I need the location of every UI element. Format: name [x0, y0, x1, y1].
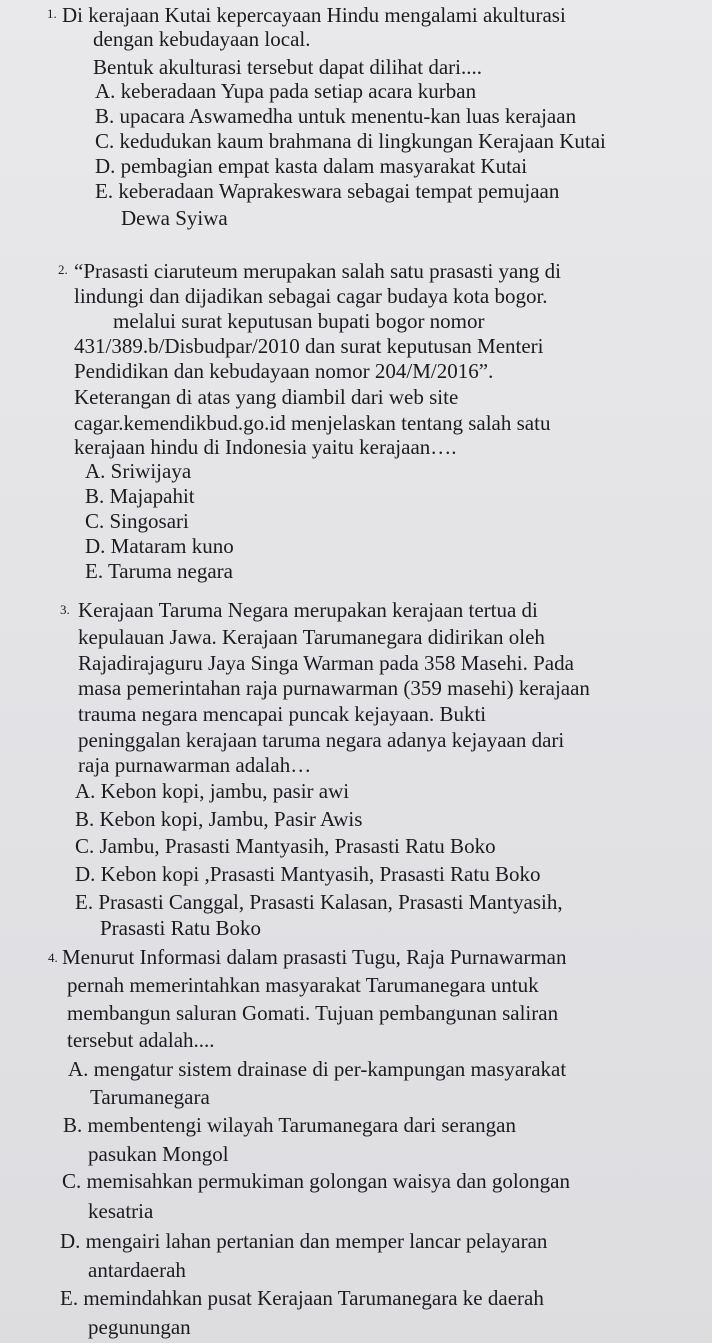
option-a: A. Kebon kopi, jambu, pasir awi: [75, 779, 350, 803]
question-prompt: raja purnawarman adalah…: [78, 753, 312, 777]
option-c: C. memisahkan permukiman golongan waisya dan golongan: [62, 1169, 570, 1193]
question-text-line: membangun saluran Gomati. Tujuan pembangunan saliran: [67, 1001, 559, 1025]
question-text-line: lindungi dan dijadikan sebagai cagar budaya kota bogor.: [74, 284, 548, 308]
option-b: B. Majapahit: [85, 484, 195, 508]
question-prompt: tersebut adalah....: [67, 1028, 215, 1052]
question-text-line: Di kerajaan Kutai kepercayaan Hindu mengalami akulturasi: [62, 3, 566, 27]
option-e-continued: pegunungan: [88, 1315, 191, 1339]
option-c: C. Singosari: [85, 509, 189, 533]
question-text-line: Rajadirajaguru Jaya Singa Warman pada 358 Masehi. Pada: [78, 651, 574, 675]
question-text-line: dengan kebudayaan local.: [93, 27, 311, 51]
option-b: B. upacara Aswamedha untuk menentu-kan luas kerajaan: [95, 104, 577, 128]
option-a-continued: Tarumanegara: [90, 1085, 210, 1109]
option-e-continued: Dewa Syiwa: [121, 206, 228, 230]
question-number: 4.: [48, 950, 58, 965]
question-text-line: Kerajaan Taruma Negara merupakan kerajaan tertua di: [78, 598, 538, 622]
question-prompt: Bentuk akulturasi tersebut dapat dilihat dari....: [93, 55, 482, 79]
option-b: B. Kebon kopi, Jambu, Pasir Awis: [75, 807, 363, 831]
option-c: C. kedudukan kaum brahmana di lingkungan Kerajaan Kutai: [95, 129, 606, 153]
option-e-continued: Prasasti Ratu Boko: [100, 916, 261, 940]
option-d: D. Kebon kopi ,Prasasti Mantyasih, Prasasti Ratu Boko: [75, 862, 541, 886]
option-e: E. Taruma negara: [85, 559, 233, 583]
option-c-continued: kesatria: [88, 1199, 154, 1223]
option-b: B. membentengi wilayah Tarumanegara dari serangan: [63, 1113, 516, 1137]
question-text-line: masa pemerintahan raja purnawarman (359 masehi) kerajaan: [78, 676, 590, 700]
question-text-line: trauma negara mencapai puncak kejayaan. Bukti: [78, 702, 487, 726]
option-e: E. keberadaan Waprakeswara sebagai tempat pemujaan: [95, 179, 560, 203]
option-d: D. pembagian empat kasta dalam masyarakat Kutai: [95, 154, 528, 178]
question-text-line: Keterangan di atas yang diambil dari web site: [74, 385, 459, 409]
question-prompt: kerajaan hindu di Indonesia yaitu kerajaan….: [74, 435, 457, 459]
option-a: A. keberadaan Yupa pada setiap acara kurban: [95, 79, 477, 103]
option-d: D. mengairi lahan pertanian dan memper lancar pelayaran: [60, 1229, 548, 1253]
option-a: A. mengatur sistem drainase di per-kampungan masyarakat: [68, 1057, 567, 1081]
question-text-line: melalui surat keputusan bupati bogor nomor: [113, 309, 485, 333]
question-text-line: “Prasasti ciaruteum merupakan salah satu prasasti yang di: [74, 259, 561, 283]
question-text-line: Pendidikan dan kebudayaan nomor 204/M/2016”.: [74, 359, 494, 383]
question-text-line: 431/389.b/Disbudpar/2010 dan surat keputusan Menteri: [74, 334, 544, 358]
question-text-line: cagar.kemendikbud.go.id menjelaskan tentang salah satu: [74, 411, 551, 435]
option-d-continued: antardaerah: [88, 1258, 186, 1282]
option-d: D. Mataram kuno: [85, 534, 234, 558]
question-number: 2.: [58, 262, 68, 277]
question-text-line: Menurut Informasi dalam prasasti Tugu, Raja Purnawarman: [62, 945, 567, 969]
option-c: C. Jambu, Prasasti Mantyasih, Prasasti Ratu Boko: [75, 834, 496, 858]
question-text-line: pernah memerintahkan masyarakat Tarumanegara untuk: [67, 973, 539, 997]
option-e: E. memindahkan pusat Kerajaan Tarumanegara ke daerah: [60, 1286, 544, 1310]
question-text-line: kepulauan Jawa. Kerajaan Tarumanegara didirikan oleh: [78, 625, 545, 649]
question-text-line: peninggalan kerajaan taruma negara adanya kejayaan dari: [78, 728, 565, 752]
option-a: A. Sriwijaya: [85, 459, 192, 483]
question-number: 1.: [47, 6, 57, 21]
option-e: E. Prasasti Canggal, Prasasti Kalasan, Prasasti Mantyasih,: [75, 890, 563, 914]
question-number: 3.: [60, 602, 70, 617]
option-b-continued: pasukan Mongol: [88, 1142, 229, 1166]
